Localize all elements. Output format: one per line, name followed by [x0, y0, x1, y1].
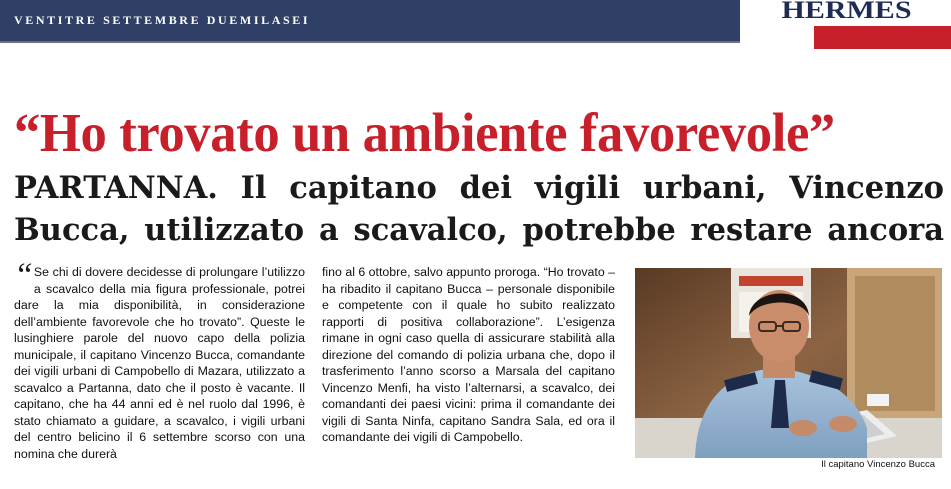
subhead-line-1: PARTANNA. Il capitano dei vigili urbani, Vincenzo	[14, 170, 944, 206]
column-1-text: Se chi di dovere decidesse di prolungare l’utilizzo a scavalco della mia figura professionale, potrei dare la mia disponibilità, in considerazione dell’ambiente favorevole che ho trovato”. Queste le lusinghiere parole del nuovo capo della polizia municipale, il capitano Vincenzo Bucca, comandante dei vigili urbani di Campobello di Mazara, utilizzato a scavalco a Partanna, dato che il posto è vacante. Il capitano, che ha 44 anni ed è nel ruolo dal 1996, è stato chiamato a guidare, a scavalco, i vigili urbani del centro belicino il 6 settembre scorso con una nomina che durerà	[14, 265, 305, 461]
masthead-title: HERMES	[781, 0, 912, 25]
photo-caption: Il capitano Vincenzo Bucca	[821, 459, 935, 470]
article-photo	[635, 268, 942, 458]
article-headline: “Ho trovato un ambiente favorevole”	[14, 102, 835, 163]
dateline-band	[0, 0, 740, 41]
subhead-line-2: Bucca, utilizzato a scavalco, potrebbe restare ancora	[14, 212, 944, 248]
article-column-1	[14, 257, 305, 462]
masthead-red-bar	[814, 26, 951, 49]
article-subhead	[14, 167, 944, 251]
header-rule	[0, 41, 740, 43]
issue-date: VENTITRE SETTEMBRE DUEMILASEI	[14, 13, 311, 27]
article-column-2	[322, 264, 615, 446]
page-header	[0, 0, 951, 41]
opening-quote-mark: “	[14, 257, 33, 294]
column-2-text: fino al 6 ottobre, salvo appunto proroga. “Ho trovato – ha ribadito il capitano Bucca – personale disponibile e competente con il quale ho subito realizzato rapporti di positiva collaborazione”. L’esigenza rimane in ogni caso quella di assicurare stabilità alla direzione del comando di polizia urbana che, dopo il trasferimento l’anno scorso a Marsala del capitano Vincenzo Menfi, ha visto l’alternarsi, a scavalco, dei comandanti dei paesi vicini: prima il comandante dei vigili di Santa Ninfa, capitano Sandra Sala, ed ora il comandante dei vigili di Campobello.	[322, 265, 616, 444]
masthead	[742, 0, 951, 41]
